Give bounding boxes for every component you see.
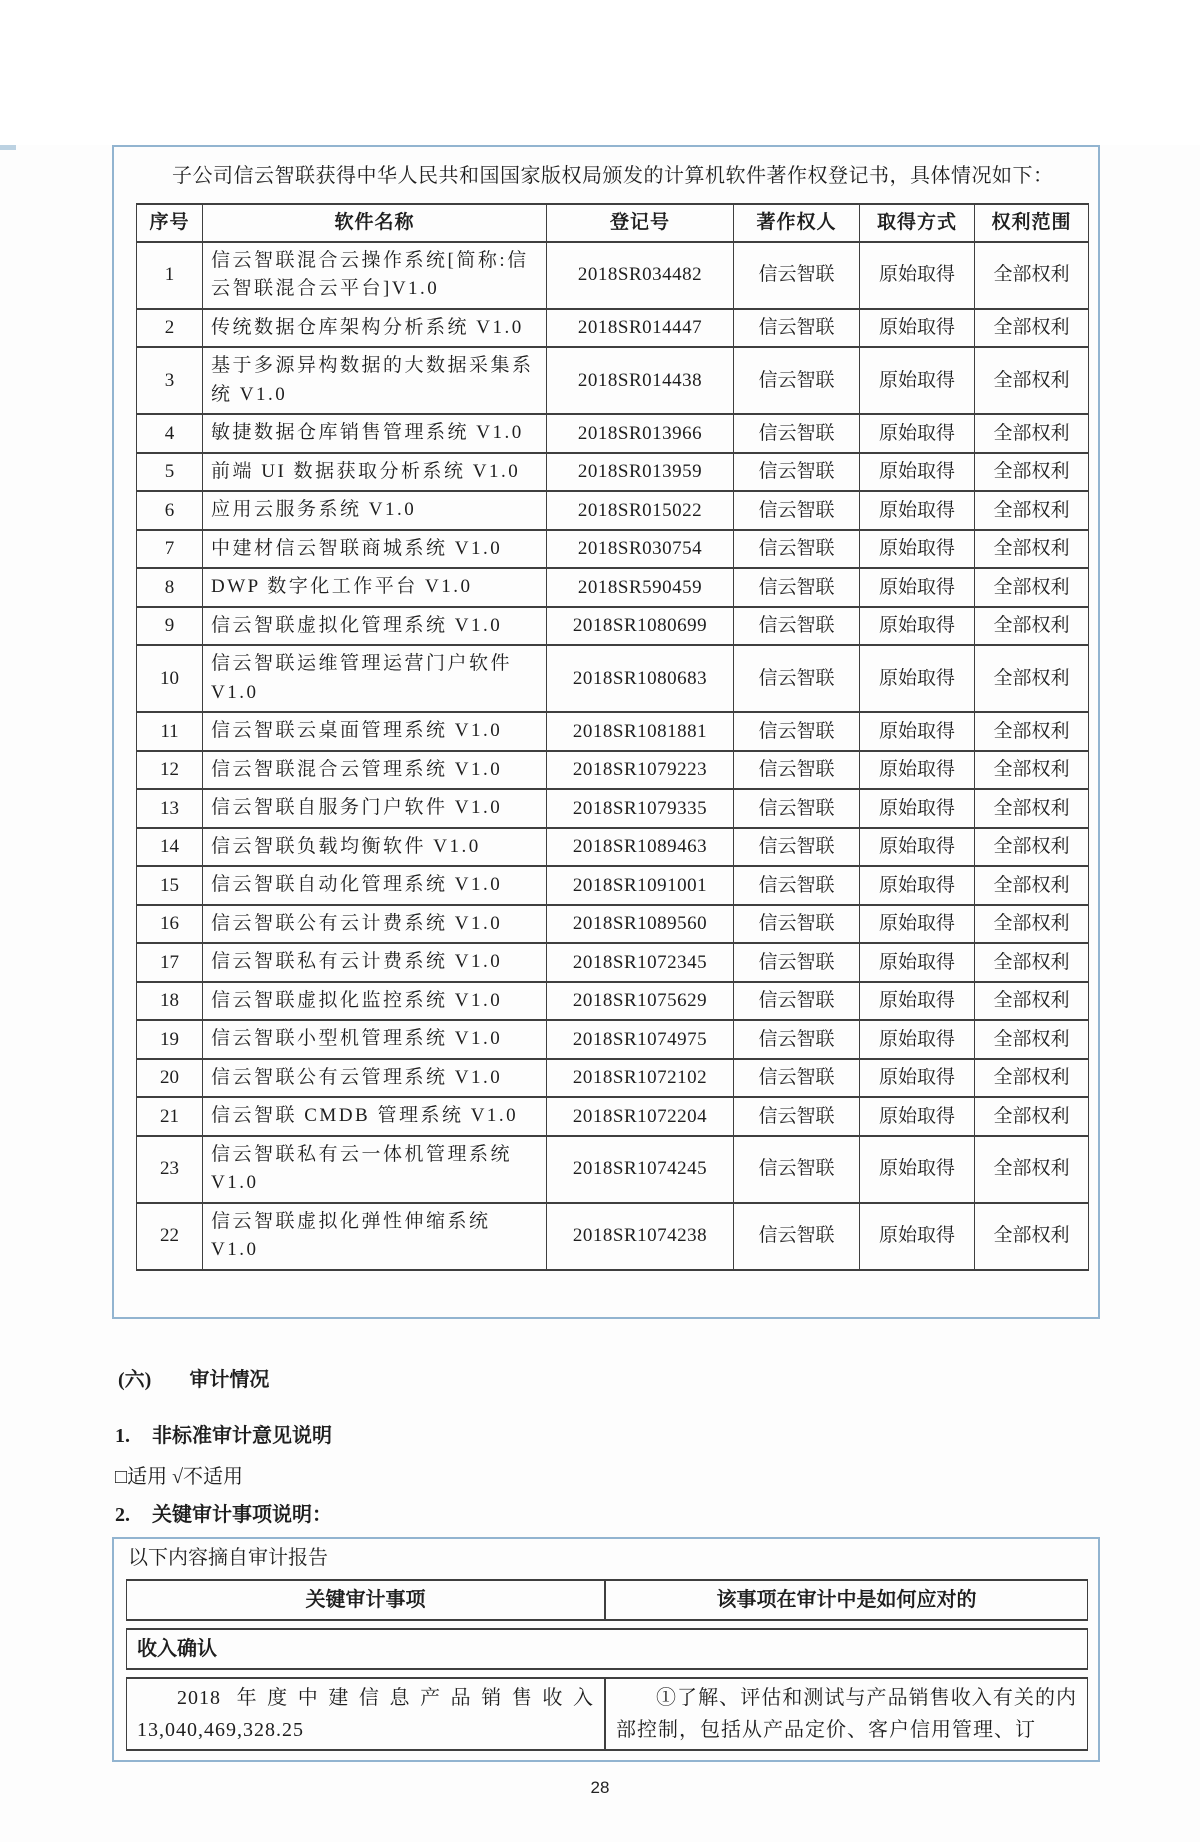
copyright-owner-cell: 信云智联	[734, 645, 860, 712]
rights-scope-cell: 全部权利	[975, 1203, 1089, 1270]
index-cell: 3	[137, 347, 203, 414]
copyright-table-row	[137, 866, 1089, 905]
col-header-response: 该事项在审计中是如何应对的	[605, 1579, 1088, 1621]
rights-scope-cell: 全部权利	[975, 1136, 1089, 1203]
copyright-table-row	[137, 1136, 1089, 1203]
item-number: 2.	[115, 1503, 130, 1526]
copyright-owner-cell: 信云智联	[734, 905, 860, 944]
response-cell: ①了解、评估和测试与产品销售收入有关的内部控制，包括从产品定价、客户信用管理、订	[605, 1677, 1088, 1751]
index-cell: 5	[137, 453, 203, 492]
audit-section-row	[126, 1628, 1088, 1670]
col-header-key-matter: 关键审计事项	[126, 1579, 605, 1621]
copyright-table-row	[137, 943, 1089, 982]
item-number: 1.	[115, 1424, 130, 1447]
item-title: 关键审计事项说明：	[152, 1503, 332, 1526]
copyright-table-row	[137, 1203, 1089, 1270]
rights-scope-cell: 全部权利	[975, 645, 1089, 712]
acquisition-method-cell: 原始取得	[860, 1059, 975, 1098]
acquisition-method-cell: 原始取得	[860, 645, 975, 712]
registration-no-cell: 2018SR1074245	[547, 1136, 734, 1203]
copyright-table	[136, 203, 1089, 1271]
rights-scope-cell: 全部权利	[975, 242, 1089, 309]
copyright-owner-cell: 信云智联	[734, 1136, 860, 1203]
applicability-line: □适用 √不适用	[115, 1465, 244, 1488]
copyright-owner-cell: 信云智联	[734, 943, 860, 982]
copyright-owner-cell: 信云智联	[734, 309, 860, 348]
rights-scope-cell: 全部权利	[975, 1059, 1089, 1098]
copyright-table-row	[137, 828, 1089, 867]
col-header-index: 序号	[137, 204, 203, 242]
index-cell: 12	[137, 751, 203, 790]
registration-no-cell: 2018SR1072204	[547, 1097, 734, 1136]
key-audit-matters-table	[126, 1572, 1088, 1758]
copyright-owner-cell: 信云智联	[734, 1097, 860, 1136]
copyright-owner-cell: 信云智联	[734, 1020, 860, 1059]
registration-no-cell: 2018SR013966	[547, 414, 734, 453]
index-cell: 8	[137, 568, 203, 607]
copyright-table-row	[137, 751, 1089, 790]
index-cell: 10	[137, 645, 203, 712]
copyright-table-row	[137, 982, 1089, 1021]
registration-no-cell: 2018SR1081881	[547, 712, 734, 751]
index-cell: 15	[137, 866, 203, 905]
copyright-owner-cell: 信云智联	[734, 453, 860, 492]
copyright-table-row	[137, 1097, 1089, 1136]
col-header-copyright-owner: 著作权人	[734, 204, 860, 242]
copyright-table-row	[137, 607, 1089, 646]
software-name-cell: 信云智联虚拟化监控系统 V1.0	[203, 982, 547, 1021]
index-cell: 22	[137, 1203, 203, 1270]
rights-scope-cell: 全部权利	[975, 347, 1089, 414]
software-name-cell: 信云智联私有云一体机管理系统 V1.0	[203, 1136, 547, 1203]
key-matter-cell: 2018 年度中建信息产品销售收入 13,040,469,328.25	[126, 1677, 605, 1751]
rights-scope-cell: 全部权利	[975, 453, 1089, 492]
copyright-owner-cell: 信云智联	[734, 414, 860, 453]
acquisition-method-cell: 原始取得	[860, 309, 975, 348]
copyright-owner-cell: 信云智联	[734, 347, 860, 414]
copyright-owner-cell: 信云智联	[734, 828, 860, 867]
software-name-cell: 信云智联混合云操作系统[简称:信云智联混合云平台]V1.0	[203, 242, 547, 309]
copyright-table-row	[137, 242, 1089, 309]
registration-no-cell: 2018SR1089560	[547, 905, 734, 944]
registration-no-cell: 2018SR013959	[547, 453, 734, 492]
copyright-table-row	[137, 712, 1089, 751]
acquisition-method-cell: 原始取得	[860, 1203, 975, 1270]
registration-no-cell: 2018SR590459	[547, 568, 734, 607]
index-cell: 1	[137, 242, 203, 309]
software-name-cell: 信云智联运维管理运营门户软件 V1.0	[203, 645, 547, 712]
audit-table-header-row	[126, 1579, 1088, 1621]
index-cell: 7	[137, 530, 203, 569]
rights-scope-cell: 全部权利	[975, 982, 1089, 1021]
acquisition-method-cell: 原始取得	[860, 568, 975, 607]
acquisition-method-cell: 原始取得	[860, 491, 975, 530]
revenue-recognition-label: 收入确认	[126, 1628, 1088, 1670]
document-page	[0, 145, 1200, 1842]
software-name-cell: 信云智联小型机管理系统 V1.0	[203, 1020, 547, 1059]
rights-scope-cell: 全部权利	[975, 1097, 1089, 1136]
index-cell: 18	[137, 982, 203, 1021]
index-cell: 21	[137, 1097, 203, 1136]
copyright-table-row	[137, 530, 1089, 569]
software-name-cell: 信云智联虚拟化管理系统 V1.0	[203, 607, 547, 646]
audit-content-row	[126, 1677, 1088, 1751]
rights-scope-cell: 全部权利	[975, 712, 1089, 751]
copyright-owner-cell: 信云智联	[734, 607, 860, 646]
acquisition-method-cell: 原始取得	[860, 530, 975, 569]
acquisition-method-cell: 原始取得	[860, 789, 975, 828]
section-title: 审计情况	[189, 1368, 270, 1391]
acquisition-method-cell: 原始取得	[860, 982, 975, 1021]
acquisition-method-cell: 原始取得	[860, 453, 975, 492]
page-number: 28	[590, 1777, 610, 1797]
software-name-cell: 中建材信云智联商城系统 V1.0	[203, 530, 547, 569]
software-name-cell: 前端 UI 数据获取分析系统 V1.0	[203, 453, 547, 492]
copyright-table-row	[137, 568, 1089, 607]
copyright-table-row	[137, 1059, 1089, 1098]
registration-no-cell: 2018SR014438	[547, 347, 734, 414]
registration-no-cell: 2018SR030754	[547, 530, 734, 569]
software-name-cell: 信云智联公有云管理系统 V1.0	[203, 1059, 547, 1098]
acquisition-method-cell: 原始取得	[860, 712, 975, 751]
copyright-owner-cell: 信云智联	[734, 866, 860, 905]
rights-scope-cell: 全部权利	[975, 1020, 1089, 1059]
software-name-cell: 基于多源异构数据的大数据采集系统 V1.0	[203, 347, 547, 414]
copyright-table-row	[137, 491, 1089, 530]
rights-scope-cell: 全部权利	[975, 568, 1089, 607]
acquisition-method-cell: 原始取得	[860, 607, 975, 646]
index-cell: 2	[137, 309, 203, 348]
registration-no-cell: 2018SR1072345	[547, 943, 734, 982]
software-name-cell: 敏捷数据仓库销售管理系统 V1.0	[203, 414, 547, 453]
software-name-cell: 应用云服务系统 V1.0	[203, 491, 547, 530]
copyright-owner-cell: 信云智联	[734, 530, 860, 569]
registration-no-cell: 2018SR1089463	[547, 828, 734, 867]
copyright-owner-cell: 信云智联	[734, 242, 860, 309]
rights-scope-cell: 全部权利	[975, 866, 1089, 905]
registration-no-cell: 2018SR1091001	[547, 866, 734, 905]
software-name-cell: 信云智联自服务门户软件 V1.0	[203, 789, 547, 828]
software-name-cell: 信云智联混合云管理系统 V1.0	[203, 751, 547, 790]
registration-no-cell: 2018SR1074975	[547, 1020, 734, 1059]
rights-scope-cell: 全部权利	[975, 491, 1089, 530]
index-cell: 14	[137, 828, 203, 867]
copyright-table-row	[137, 414, 1089, 453]
registration-no-cell: 2018SR1080699	[547, 607, 734, 646]
audit-report-box	[112, 1537, 1100, 1762]
acquisition-method-cell: 原始取得	[860, 1020, 975, 1059]
copyright-owner-cell: 信云智联	[734, 712, 860, 751]
rights-scope-cell: 全部权利	[975, 751, 1089, 790]
copyright-owner-cell: 信云智联	[734, 1059, 860, 1098]
registration-no-cell: 2018SR1074238	[547, 1203, 734, 1270]
rights-scope-cell: 全部权利	[975, 309, 1089, 348]
col-header-rights-scope: 权利范围	[975, 204, 1089, 242]
index-cell: 23	[137, 1136, 203, 1203]
copyright-owner-cell: 信云智联	[734, 1203, 860, 1270]
copyright-owner-cell: 信云智联	[734, 568, 860, 607]
registration-no-cell: 2018SR034482	[547, 242, 734, 309]
copyright-table-row	[137, 789, 1089, 828]
col-header-registration-no: 登记号	[547, 204, 734, 242]
acquisition-method-cell: 原始取得	[860, 414, 975, 453]
index-cell: 16	[137, 905, 203, 944]
page-corner-mark	[0, 145, 16, 150]
registration-no-cell: 2018SR1080683	[547, 645, 734, 712]
rights-scope-cell: 全部权利	[975, 530, 1089, 569]
acquisition-method-cell: 原始取得	[860, 943, 975, 982]
audit-source-note: 以下内容摘自审计报告	[128, 1546, 328, 1569]
index-cell: 13	[137, 789, 203, 828]
copyright-table-row	[137, 645, 1089, 712]
index-cell: 17	[137, 943, 203, 982]
copyright-owner-cell: 信云智联	[734, 491, 860, 530]
col-header-acquisition-method: 取得方式	[860, 204, 975, 242]
registration-no-cell: 2018SR1079335	[547, 789, 734, 828]
section-number: (六)	[118, 1368, 152, 1391]
software-name-cell: 信云智联负载均衡软件 V1.0	[203, 828, 547, 867]
acquisition-method-cell: 原始取得	[860, 828, 975, 867]
rights-scope-cell: 全部权利	[975, 607, 1089, 646]
audit-section-heading	[118, 1363, 1200, 1392]
index-cell: 9	[137, 607, 203, 646]
index-cell: 19	[137, 1020, 203, 1059]
software-name-cell: 信云智联公有云计费系统 V1.0	[203, 905, 547, 944]
software-name-cell: 信云智联私有云计费系统 V1.0	[203, 943, 547, 982]
copyright-table-row	[137, 347, 1089, 414]
software-name-cell: 传统数据仓库架构分析系统 V1.0	[203, 309, 547, 348]
index-cell: 4	[137, 414, 203, 453]
index-cell: 6	[137, 491, 203, 530]
rights-scope-cell: 全部权利	[975, 828, 1089, 867]
registration-no-cell: 2018SR1079223	[547, 751, 734, 790]
copyright-table-row	[137, 1020, 1089, 1059]
key-audit-matters-item	[115, 1498, 1200, 1527]
registration-no-cell: 2018SR015022	[547, 491, 734, 530]
registration-no-cell: 2018SR1075629	[547, 982, 734, 1021]
copyright-owner-cell: 信云智联	[734, 789, 860, 828]
copyright-table-body	[137, 242, 1089, 1270]
copyright-table-row	[137, 453, 1089, 492]
copyright-intro-text: 子公司信云智联获得中华人民共和国国家版权局颁发的计算机软件著作权登记书，具体情况如下：	[172, 165, 1054, 187]
copyright-table-header-row	[137, 204, 1089, 242]
rights-scope-cell: 全部权利	[975, 789, 1089, 828]
col-header-software-name: 软件名称	[203, 204, 547, 242]
nonstandard-opinion-item	[115, 1419, 1200, 1448]
item-title: 非标准审计意见说明	[152, 1424, 332, 1447]
index-cell: 20	[137, 1059, 203, 1098]
copyright-owner-cell: 信云智联	[734, 751, 860, 790]
index-cell: 11	[137, 712, 203, 751]
software-name-cell: DWP 数字化工作平台 V1.0	[203, 568, 547, 607]
copyright-owner-cell: 信云智联	[734, 982, 860, 1021]
copyright-table-row	[137, 309, 1089, 348]
rights-scope-cell: 全部权利	[975, 905, 1089, 944]
copyright-table-row	[137, 905, 1089, 944]
acquisition-method-cell: 原始取得	[860, 866, 975, 905]
acquisition-method-cell: 原始取得	[860, 1097, 975, 1136]
software-name-cell: 信云智联自动化管理系统 V1.0	[203, 866, 547, 905]
acquisition-method-cell: 原始取得	[860, 242, 975, 309]
acquisition-method-cell: 原始取得	[860, 1136, 975, 1203]
copyright-registrations-box	[112, 145, 1100, 1319]
registration-no-cell: 2018SR014447	[547, 309, 734, 348]
rights-scope-cell: 全部权利	[975, 414, 1089, 453]
software-name-cell: 信云智联云桌面管理系统 V1.0	[203, 712, 547, 751]
rights-scope-cell: 全部权利	[975, 943, 1089, 982]
acquisition-method-cell: 原始取得	[860, 347, 975, 414]
software-name-cell: 信云智联 CMDB 管理系统 V1.0	[203, 1097, 547, 1136]
acquisition-method-cell: 原始取得	[860, 905, 975, 944]
acquisition-method-cell: 原始取得	[860, 751, 975, 790]
registration-no-cell: 2018SR1072102	[547, 1059, 734, 1098]
software-name-cell: 信云智联虚拟化弹性伸缩系统 V1.0	[203, 1203, 547, 1270]
